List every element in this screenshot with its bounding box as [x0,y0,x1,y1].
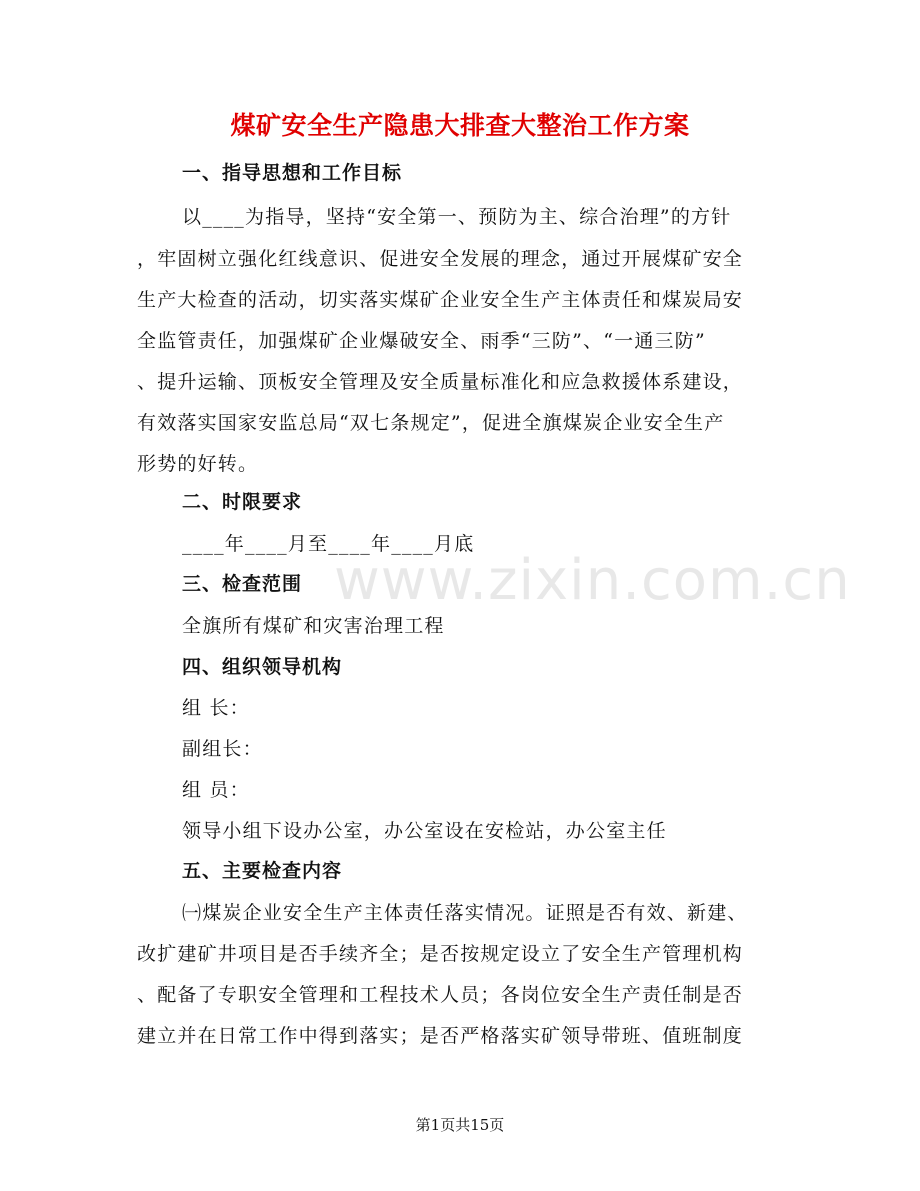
section-4-heading: 四、组织领导机构 [182,656,343,678]
section-1-heading: 一、指导思想和工作目标 [182,162,403,184]
org-leader: 组 长： [182,697,250,719]
paragraph-line: 建立并在日常工作中得到落实；是否严格落实矿领导带班、值班制度 [137,1025,744,1047]
paragraph-line: 以____为指导，坚持“安全第一、预防为主、综合治理”的方针 [182,206,732,228]
scope-line: 全旗所有煤矿和灾害治理工程 [182,615,445,637]
section-3-heading: 三、检查范围 [182,573,303,595]
org-deputy: 副组长： [182,738,263,760]
section-5-heading: 五、主要检查内容 [182,860,343,882]
paragraph-line: 有效落实国家安监总局“双七条规定”，促进全旗煤炭企业安全生产 [137,412,725,434]
paragraph-line: 、提升运输、顶板安全管理及安全质量标准化和应急救援体系建设， [137,371,744,393]
paragraph-line: ㈠煤炭企业安全生产主体责任落实情况。证照是否有效、新建、 [182,902,748,924]
paragraph-line: 形势的好转。 [137,453,259,475]
paragraph-line: ，牢固树立强化红线意识、促进安全发展的理念，通过开展煤矿安全 [137,248,744,270]
org-office: 领导小组下设办公室，办公室设在安检站，办公室主任 [182,820,667,842]
paragraph-line: 改扩建矿井项目是否手续齐全；是否按规定设立了安全生产管理机构 [137,943,744,965]
page-footer: 第1页共15页 [415,1116,505,1134]
paragraph-line: 生产大检查的活动，切实落实煤矿企业安全生产主体责任和煤炭局安 [137,289,744,311]
section-2-heading: 二、时限要求 [182,491,303,513]
document-title: 煤矿安全生产隐患大排查大整治工作方案 [230,111,690,140]
deadline-line: ____年____月至____年____月底 [182,533,475,555]
paragraph-line: 、配备了专职安全管理和工程技术人员；各岗位安全生产责任制是否 [137,984,744,1006]
paragraph-line: 全监管责任，加强煤矿企业爆破安全、雨季“三防”、“一通三防” [137,330,706,352]
watermark: www.zixin.com.cn [334,548,851,613]
org-members: 组 员： [182,779,250,801]
